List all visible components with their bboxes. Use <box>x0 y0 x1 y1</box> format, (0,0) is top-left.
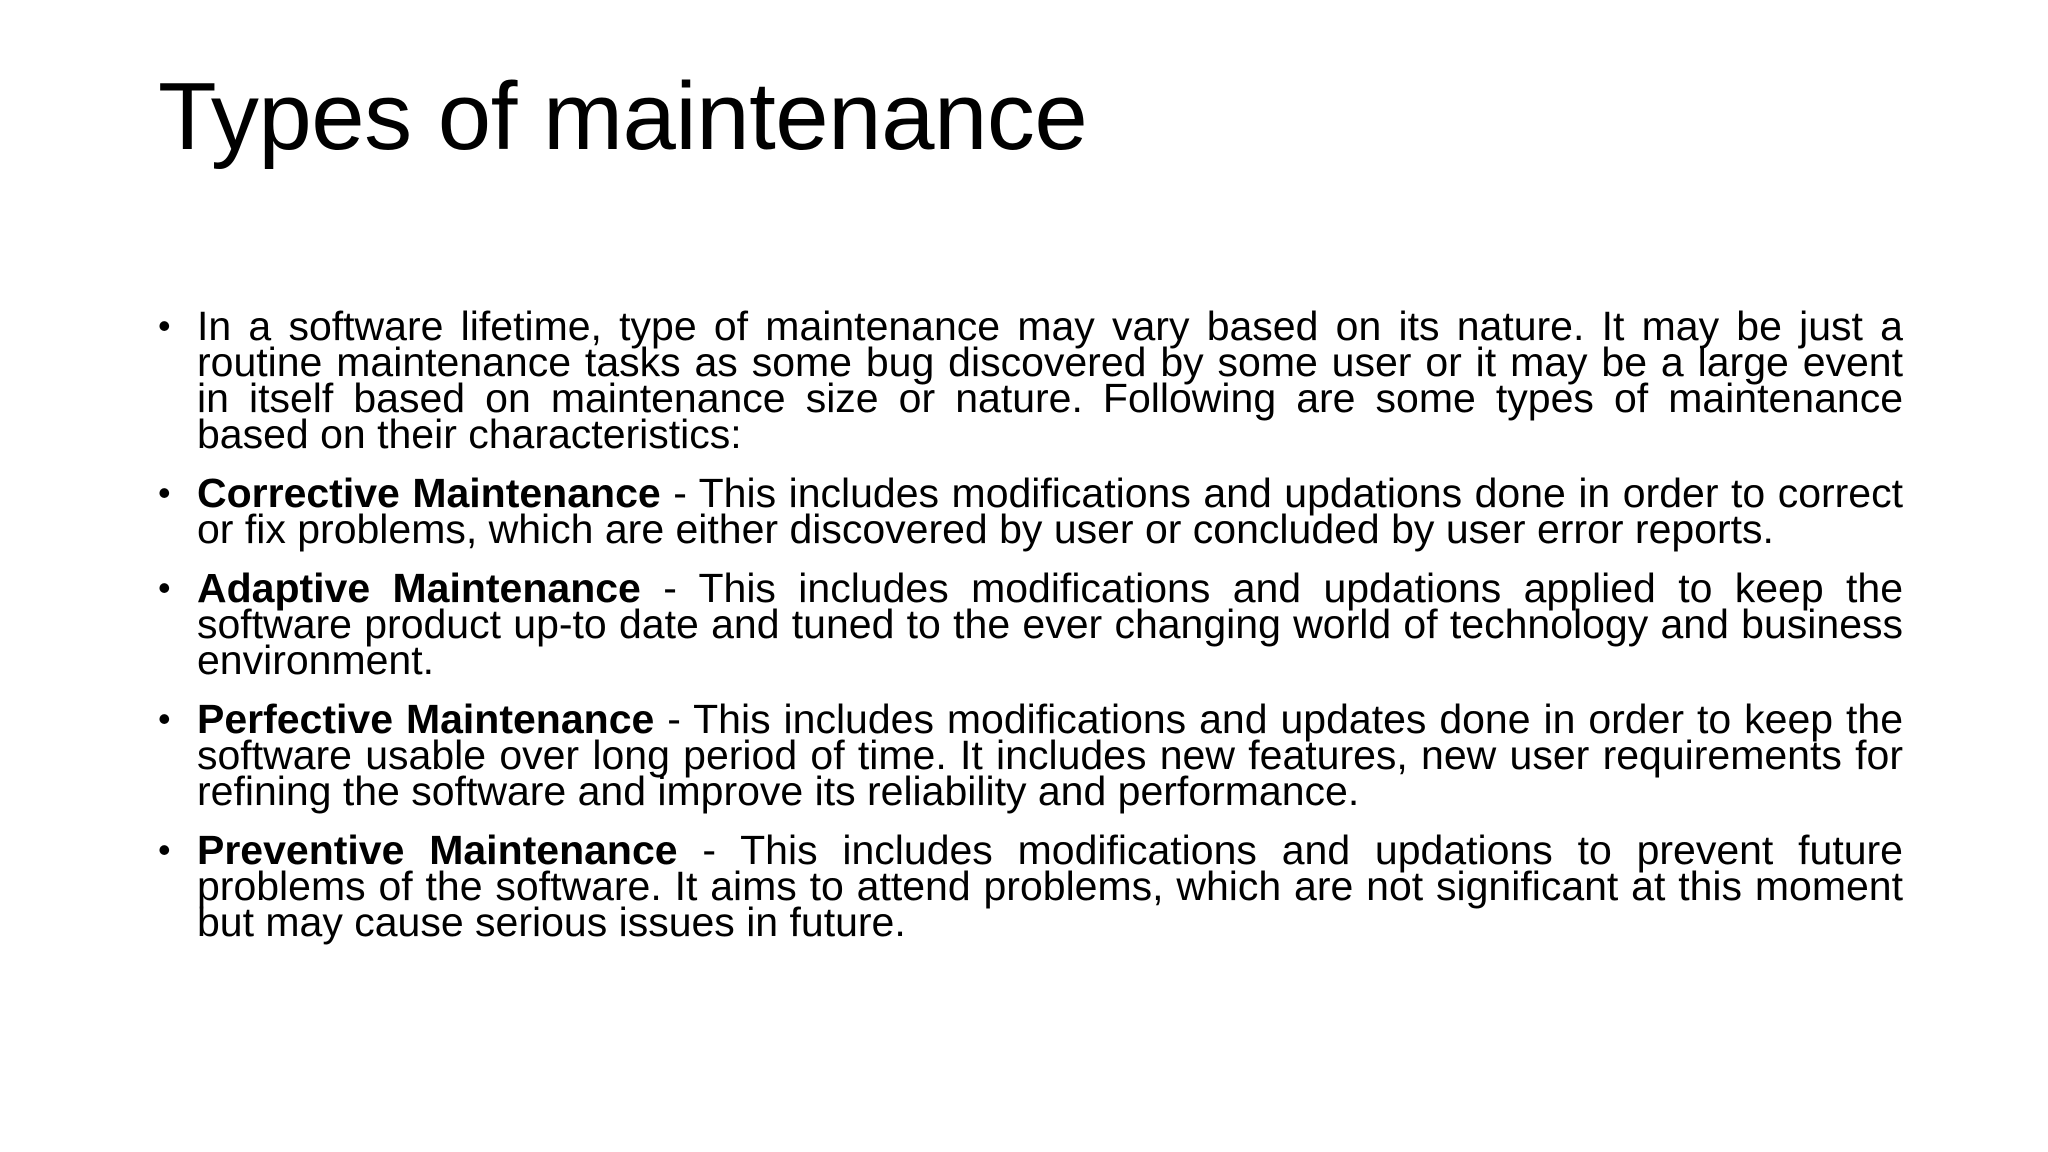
bullet-dot-icon: • <box>158 698 171 739</box>
bullet-list <box>158 303 1904 963</box>
bullet-preventive-maintenance <box>158 827 1903 945</box>
bullet-text: - This includes modifications and updations to prevent future problems of the software. It aims to attend problems, which are not significant at this moment but may cause serious issues in future. <box>197 827 1903 945</box>
bullet-term: Corrective Maintenance <box>197 470 661 516</box>
bullet-adaptive-maintenance <box>158 565 1904 683</box>
bullet-term: Preventive Maintenance <box>197 827 678 873</box>
bullet-dot-icon: • <box>158 305 171 346</box>
bullet-text: In a software lifetime, type of maintenance may vary based on its nature. It may be just a routine maintenance tasks as some bug discovered by some user or it may be a large event in itself based on maintenance size or nature. Following are some types of maintenance based on their characteristics: <box>197 303 1903 457</box>
bullet-perfective-maintenance <box>158 696 1904 814</box>
bullet-term: Adaptive Maintenance <box>197 565 641 611</box>
bullet-dot-icon: • <box>158 567 171 608</box>
bullet-corrective-maintenance <box>158 470 1903 552</box>
bullet-text: - This includes modifications and updates done in order to keep the software usable over long period of time. It includes new features, new user requirements for refining the software and improve its reliability and performance. <box>197 696 1904 814</box>
bullet-dot-icon: • <box>158 472 171 513</box>
bullet-term: Perfective Maintenance <box>197 696 655 742</box>
bullet-dot-icon: • <box>158 829 171 870</box>
bullet-text: - This includes modifications and updations applied to keep the software product up-to date and tuned to the ever changing world of technology and business environment. <box>197 565 1904 683</box>
bullet-intro <box>158 303 1903 457</box>
bullet-text: - This includes modifications and updations done in order to correct or fix problems, which are either discovered by user or concluded by user error reports. <box>197 470 1903 552</box>
slide-title: Types of maintenance <box>158 63 1088 170</box>
